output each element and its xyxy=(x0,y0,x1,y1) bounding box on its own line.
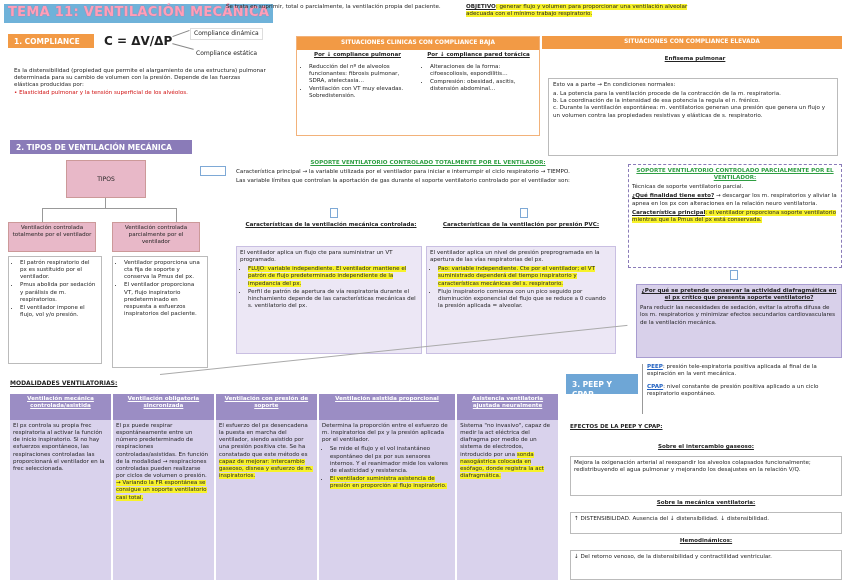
high-compliance-subtitle: Enfisema pulmonar xyxy=(664,56,726,62)
compliance-definition-text: Es la distensibilidad (propiedad que permite el alargamiento de una estructura) pulmonar determinada para su cambio de volumen con la presión. Depende de las fuerzas elásticas producidas por: xyxy=(14,68,266,89)
modalidad-item: • Se mide el flujo y el vol instantáneo espontáneo del px por sus sensores internos. Y el reanimador mide los valores de elasticidad y resistencia. xyxy=(330,446,452,475)
normal-item-text: La potencia para la ventilación procede de la contracción de la m. respiratoria. xyxy=(559,91,781,98)
soporte-parcial-text: Técnicas de soporte ventilatorio parcial. xyxy=(632,184,744,191)
low-compliance-panel xyxy=(296,36,540,136)
peep-text: : presión tele-espiratoria positiva aplicada al final de la espiración en la vent mecánica. xyxy=(647,364,817,378)
objective xyxy=(466,4,716,18)
vol-item: • Perfil de patrón de apertura de vía respiratoria durante el hinchamiento depende de las características mecánicas del s. ventilatorio del px. xyxy=(248,289,418,310)
low-compliance-col1 xyxy=(297,50,418,103)
pres-text: El ventilador aplica un nivel de presión preprogramada en la apertura de las vías respiratorias del px. xyxy=(430,250,600,264)
gas-box: Mejora la oxigenación arterial al reexpandir los alveolos colapsados funcionalmente; redistribuyendo el agua pulmonar y mejorando los desajustes en la relación V/Q. xyxy=(570,456,842,496)
compliance-formula: C = ΔV/ΔP xyxy=(104,34,173,48)
soporte-total-limit: Las variable límites que controlan la aportación de gas durante el soporte ventilatorio controlado por el ventilador son: xyxy=(236,178,570,185)
normal-item-text: Durante la ventilación espontánea: m. ventilatorios generan una presión que genera un flujo y un volumen contra las propiedades resistivas y elásticas de s. respiratorio. xyxy=(553,105,826,119)
soporte-parcial-box xyxy=(628,164,842,268)
peep-label: PEEP xyxy=(647,364,663,370)
normal-item-text: La coordinación de la intensidad de esa potencia la regula el n. frénico. xyxy=(560,98,760,105)
tipos-connector xyxy=(42,208,176,209)
pres-item xyxy=(438,266,612,287)
modalidad-highlight: capaz de mejorar: intercambio gaseoso, disnea y esfuerzo de m. inspiratorios. xyxy=(218,458,313,480)
compliance-bullet: • Elasticidad pulmonar y la tensión superficial de los alvéolos. xyxy=(14,90,188,97)
low-compliance-item: • Reducción del nº de alveolos funcionantes: fibrosis pulmonar, SDRA, atelectasia… xyxy=(309,64,414,85)
compliance-static: Compliance estática xyxy=(196,50,258,57)
modalidad-highlight: → Variando la FR espontánea se consigue un soporte ventilatorio casi total. xyxy=(115,480,207,501)
soporte-total-principal: Característica principal → la variable utilizada por el ventilador para iniciar e interrumpir el ciclo respiratorio → TIEMPO. xyxy=(236,169,570,176)
gas-title: Sobre el intercambio gaseoso: xyxy=(658,444,754,450)
conservar-box xyxy=(636,284,842,358)
low-compliance-col2 xyxy=(418,50,539,103)
modalidad-text: El px puede respirar espontáneamente entre un número predeterminado de respiraciones controladas/asistidas. En función de la modalidad → respiraciones controladas pueden realizarse por ciclos de volumen o presión. xyxy=(115,423,209,480)
pres-item-text: Pao: variable independiente. Cte por el ventilador; el VT suministrado dependerá del tiempo inspiratorio y características mecánicas del s. respiratorio. xyxy=(438,266,596,287)
normal-conditions-intro-text: Esto va a parte → En condiciones normales: xyxy=(553,82,676,88)
modalidad-col xyxy=(319,394,455,580)
modalidades-header: MODALIDADES VENTILATORIAS: xyxy=(10,380,118,387)
modalidad-text: El esfuerzo del px desencadena la puesta en marcha del ventilador, siendo asistido por una presión positiva cte. Se ha constatado que este método es xyxy=(218,423,308,458)
modalidad-title: Ventilación obligatoria sincronizada xyxy=(113,394,214,420)
soporte-total-header: SOPORTE VENTILATORIO CONTROLADO TOTALMENTE POR EL VENTILADOR: xyxy=(310,160,546,166)
high-compliance-header xyxy=(542,36,842,50)
compliance-header: 1. COMPLIANCE xyxy=(8,34,94,48)
soporte-parcial-question xyxy=(632,193,838,207)
modalidad-col xyxy=(216,394,317,580)
total-label: Ventilación controlada totalmente por el ventilador xyxy=(8,222,96,252)
low-compliance-item: • Alteraciones de la forma: cifoescoliosis, espondilitis… xyxy=(430,64,535,78)
low-compliance-item: • Ventilación con VT muy elevadas. Sobredistensión. xyxy=(309,86,414,100)
partial-item: • El ventilador proporciona VT, flujo inspiratorio predeterminado en respuesta a esfuerzos inspiratorios del paciente. xyxy=(124,282,204,318)
modalidad-title: Asistencia ventilatoria ajustada neuralmente xyxy=(457,394,558,420)
objective-label: OBJETIVO xyxy=(466,4,496,10)
hemo-box: ↓ Del retorno venoso, de la distensibilidad y contractilidad ventricular. xyxy=(570,550,842,580)
low-compliance-header: SITUACIONES CLINICAS CON COMPLIANCE BAJA xyxy=(297,37,539,50)
pres-title: Características de la ventilación por presión PVC: xyxy=(442,222,600,228)
partial-item: • Ventilador proporciona una cta fija de soporte y conserva la Pmus del px. xyxy=(124,260,204,281)
normal-conditions-intro xyxy=(553,82,833,89)
total-item: • Pmus abolida por sedación y parálisis de m. respiratorios. xyxy=(20,282,98,303)
peep-defs xyxy=(642,364,842,414)
cpap-label: CPAP xyxy=(647,384,664,391)
hemo-title: Hemodinámicos: xyxy=(679,538,733,544)
peep-def xyxy=(647,364,842,378)
modalidad-item-text: El ventilador suministra asistencia de presión en proporción al flujo inspiratorio. xyxy=(329,476,447,490)
soporte-parcial-char-text: : el ventilador proporciona soporte ventilatorio mientras que la Pmus del px está conservada. xyxy=(632,209,836,223)
tipos-connector xyxy=(105,198,106,208)
low-compliance-col1-title: Por ↓ compliance pulmonar xyxy=(313,52,401,59)
high-compliance-header-text: SITUACIONES CON COMPLIANCE ELEVADA xyxy=(542,36,842,49)
pres-box xyxy=(426,246,616,354)
modalidad-title: Ventilación con presión de soporte xyxy=(216,394,317,420)
soporte-parcial-q-text: → descargar los m. respiratorios y aliviar la apnea en los px con alteraciones en la relación neuro ventilatoria. xyxy=(632,193,837,207)
tipos-connector xyxy=(176,208,177,222)
low-compliance-item: • Compresión: obesidad, ascitis, distensión abdominal… xyxy=(430,79,535,93)
tipos-header: 2. TIPOS DE VENTILACIÓN MECÁNICA xyxy=(10,140,192,154)
modalidad-col xyxy=(10,394,111,580)
arrow-down-icon xyxy=(730,270,738,280)
modalidad-body xyxy=(457,420,558,580)
peep-header: 3. PEEP Y CPAP xyxy=(566,374,638,394)
normal-item: c. Durante la ventilación espontánea: m. ventilatorios generan una presión que genera un flujo y un volumen contra las propiedades resistivas y elásticas de s. respiratorio. xyxy=(553,105,826,119)
pres-item: • Flujo inspiratorio comienza con un pico seguido por disminución exponencial del flujo que se reduce a 0 cuando la presión aplicada = alveolar. xyxy=(438,289,612,310)
modalidad-text: Sistema "no invasivo", capaz de medir la act eléctrica del diafragma por medio de un sistema de electrodos, introducido por una xyxy=(460,423,551,458)
partial-items-box xyxy=(112,256,208,368)
soporte-parcial-q-label: ¿Qué finalidad tiene esto? xyxy=(632,193,715,200)
normal-item: b. La coordinación de la intensidad de esa potencia la regula el n. frénico. xyxy=(553,98,760,105)
vol-item-text: FLUJO: variable independiente. El ventilador mantiene el patrón de flujo predeterminado independiente de la impedancia del px. xyxy=(248,266,407,287)
compliance-dynamic: Compliance dinámica xyxy=(190,28,263,40)
arrow-line xyxy=(172,43,194,50)
mec-box: ↑ DISTENSIBILIDAD. Ausencia del ↓ distensibilidad. ↓ distensibilidad. xyxy=(570,512,842,534)
compliance-definition xyxy=(14,68,266,98)
cpap-def xyxy=(647,384,842,398)
partial-label: Ventilación controlada parcialmente por el ventilador xyxy=(112,222,200,252)
modalidad-body xyxy=(216,420,317,580)
arrow-down-icon xyxy=(520,208,528,218)
vol-title: Características de la ventilación mecánica controlada: xyxy=(245,222,417,228)
modalidad-title: Ventilación asistida proporcional xyxy=(319,394,455,420)
vol-box xyxy=(236,246,422,354)
modalidades-table xyxy=(10,394,558,580)
tipos-connector xyxy=(42,208,43,222)
vol-text: El ventilador aplica un flujo cte para suministrar un VT programado. xyxy=(240,250,393,264)
conservar-answer: Para reducir las necesidades de sedación, evitar la atrofia difusa de los m. respiratorios y minimizar efectos secundarios cardiovasculares de la ventilación mecánica. xyxy=(640,305,835,326)
arrow-right-icon xyxy=(200,166,226,176)
arrow-line xyxy=(172,30,189,37)
cpap-text: : nivel constante de presión positiva aplicado a un ciclo respiratorio espontáneo. xyxy=(647,384,819,398)
compliance-bullet-text: Elasticidad pulmonar y la tensión superficial de los alvéolos. xyxy=(19,90,188,97)
modalidad-col xyxy=(113,394,214,580)
mec-title: Sobre la mecánica ventilatoria: xyxy=(656,500,756,506)
modalidad-text: Determina la proporción entre el esfuerzo de m. inspiratorios del px y la presión aplicada por el ventilador. xyxy=(321,423,448,444)
modalidad-body xyxy=(113,420,214,580)
total-item: • El ventilador impone el flujo, vol y/o presión. xyxy=(20,305,98,319)
modalidad-col xyxy=(457,394,558,580)
soporte-parcial-header: SOPORTE VENTILATORIO CONTROLADO PARCIALMENTE POR EL VENTILADOR: xyxy=(636,168,834,182)
modalidad-highlight: sonda nasogástrica colocada en esófago, donde registra la act diafragmática. xyxy=(460,451,544,480)
tipos-label: TIPOS xyxy=(66,160,146,198)
soporte-parcial-char xyxy=(632,210,838,224)
modalidad-body xyxy=(319,420,455,580)
conservar-question: ¿Por qué se pretende conservar la actividad diafragmática en el px crítico que presenta soporte ventilatorio? xyxy=(641,288,837,302)
modalidad-text: El px controla su propia frec respiratoria al activar la función de inicio inspiratorio. Si no hay esfuerzos espontáneos, las respiraciones controladas las proporcionará el ventilador en la frec seleccionada. xyxy=(10,420,111,580)
modalidad-item xyxy=(330,476,452,490)
vol-item xyxy=(248,266,418,287)
total-item: • El patrón respiratorio del px es sustituido por el ventilador. xyxy=(20,260,98,281)
normal-conditions-box xyxy=(548,78,838,156)
low-compliance-col2-title: Por ↓ compliance pared torácica xyxy=(427,52,530,59)
arrow-down-icon xyxy=(330,208,338,218)
intro-text-content: Se trata en suprimir, total o parcialmente, la ventilación propia del paciente. xyxy=(226,4,441,10)
total-items-box xyxy=(8,256,102,364)
intro-text xyxy=(226,4,446,11)
page-title: TEMA 11: VENTILACIÓN MECÁNICA xyxy=(4,4,273,23)
efectos-title: EFECTOS DE LA PEEP Y CPAP: xyxy=(570,424,663,430)
soporte-total xyxy=(236,160,620,185)
normal-item: a. La potencia para la ventilación procede de la contracción de la m. respiratoria. xyxy=(553,91,781,98)
soporte-parcial-char-label: Característica principal xyxy=(632,209,706,216)
modalidad-title: Ventilación mecánica controlada/asistida xyxy=(10,394,111,420)
objective-text: : generar flujo y volumen para proporcionar una ventilación alveolar adecuada con el mínimo trabajo respiratorio. xyxy=(466,4,688,18)
